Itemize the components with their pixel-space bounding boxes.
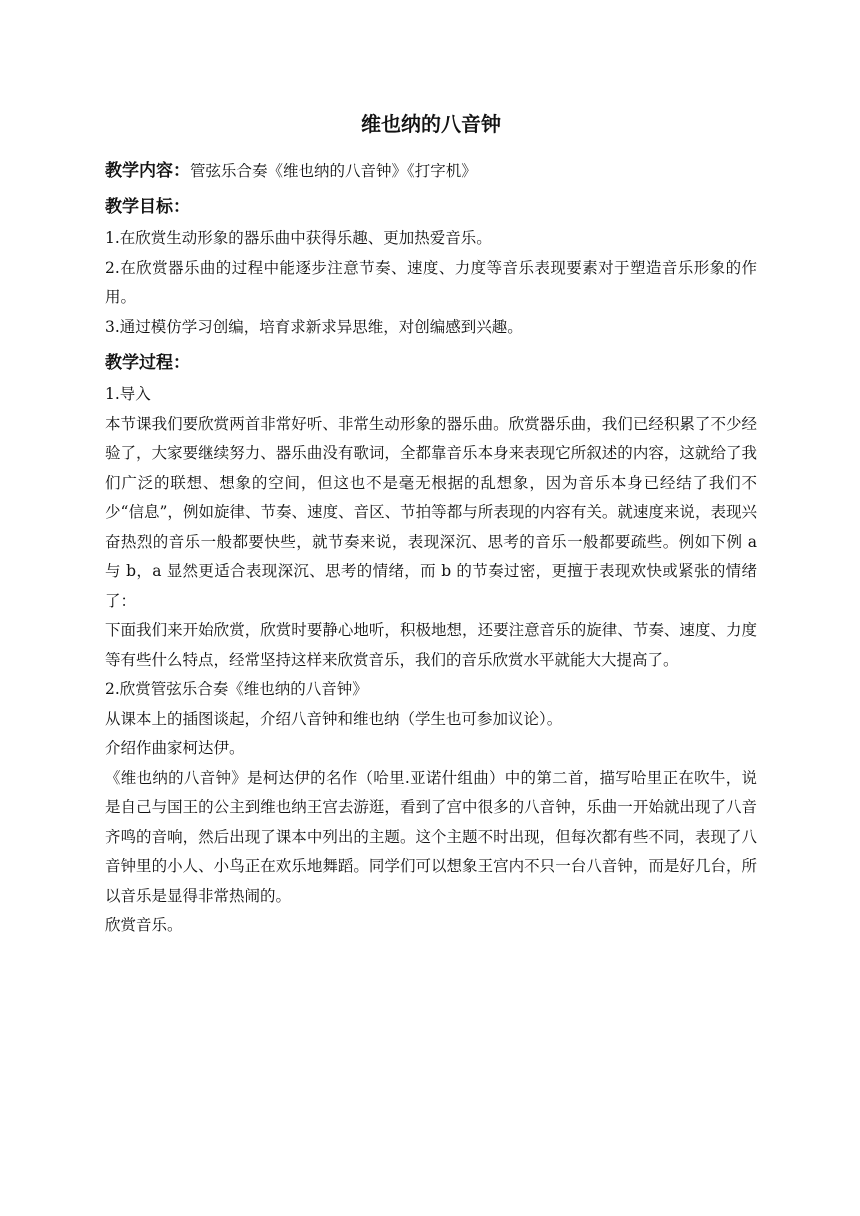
process-paragraph-1: 本节课我们要欣赏两首非常好听、非常生动形象的器乐曲。欣赏器乐曲，我们已经积累了不少经验了，大家要继续努力、器乐曲没有歌词，全都靠音乐本身来表现它所叙述的内容，这就给了我们广泛的联想、想象的空间，但这也不是毫无根据的乱想象，因为音乐本身已经结了我们不少“信息”，例如旋律、节奏、速度、音区、节拍等都与所表现的内容有关。就速度来说，表现兴奋热烈的音乐一般都要快些，就节奏来说，表现深沉、思考的音乐一般都要疏些。例如下例 a 与 b，a 显然更适合表现深沉、思考的情绪，而 b 的节奏过密，更擅于表现欢快或紧张的情绪了： [105,414,757,610]
process-paragraph-6: 欣赏音乐。 [105,916,183,934]
process-paragraph-4: 介绍作曲家柯达伊。 [105,739,245,757]
process-paragraph-2: 下面我们来开始欣赏，欣赏时要静心地听，积极地想，还要注意音乐的旋律、节奏、速度、力度等有些什么特点，经常坚持这样来欣赏音乐，我们的音乐欣赏水平就能大大提高了。 [105,621,757,669]
teaching-content-line [105,156,757,186]
teaching-content-value: 管弦乐合奏《维也纳的八音钟》《打字机》 [190,162,477,180]
process-step-intro: 1.导入 [105,385,151,403]
process-paragraph-5: 《维也纳的八音钟》是柯达伊的名作（哈里.亚诺什组曲）中的第二首，描写哈里正在吹牛，说是自己与国王的公主到维也纳王宫去游逛，看到了宫中很多的八音钟，乐曲一开始就出现了八音齐鸣的音响，然后出现了课本中列出的主题。这个主题不时出现，但每次都有些不同，表现了八音钟里的小人、小鸟正在欢乐地舞蹈。同学们可以想象王宫内不只一台八音钟，而是好几台，所以音乐是显得非常热闹的。 [105,768,757,905]
document-page [105,110,757,941]
teaching-content-label: 教学内容： [105,161,190,181]
goal-item-3: 3.通过模仿学习创编，培育求新求异思维，对创编感到兴趣。 [105,317,523,336]
goal-item-1: 1.在欣赏生动形象的器乐曲中获得乐趣、更加热爱音乐。 [105,229,492,247]
teaching-process-heading: 教学过程： [105,353,190,373]
teaching-goals-heading: 教学目标： [105,197,190,217]
process-paragraph-3: 从课本上的插图谈起，介绍八音钟和维也纳（学生也可参加议论）。 [105,709,563,728]
document-title: 维也纳的八音钟 [361,112,501,136]
goal-item-2: 2.在欣赏器乐曲的过程中能逐步注意节奏、速度、力度等音乐表现要素对于塑造音乐形象的作用。 [105,258,757,306]
process-step-appreciation: 2.欣赏管弦乐合奏《维也纳的八音钟》 [105,680,368,698]
